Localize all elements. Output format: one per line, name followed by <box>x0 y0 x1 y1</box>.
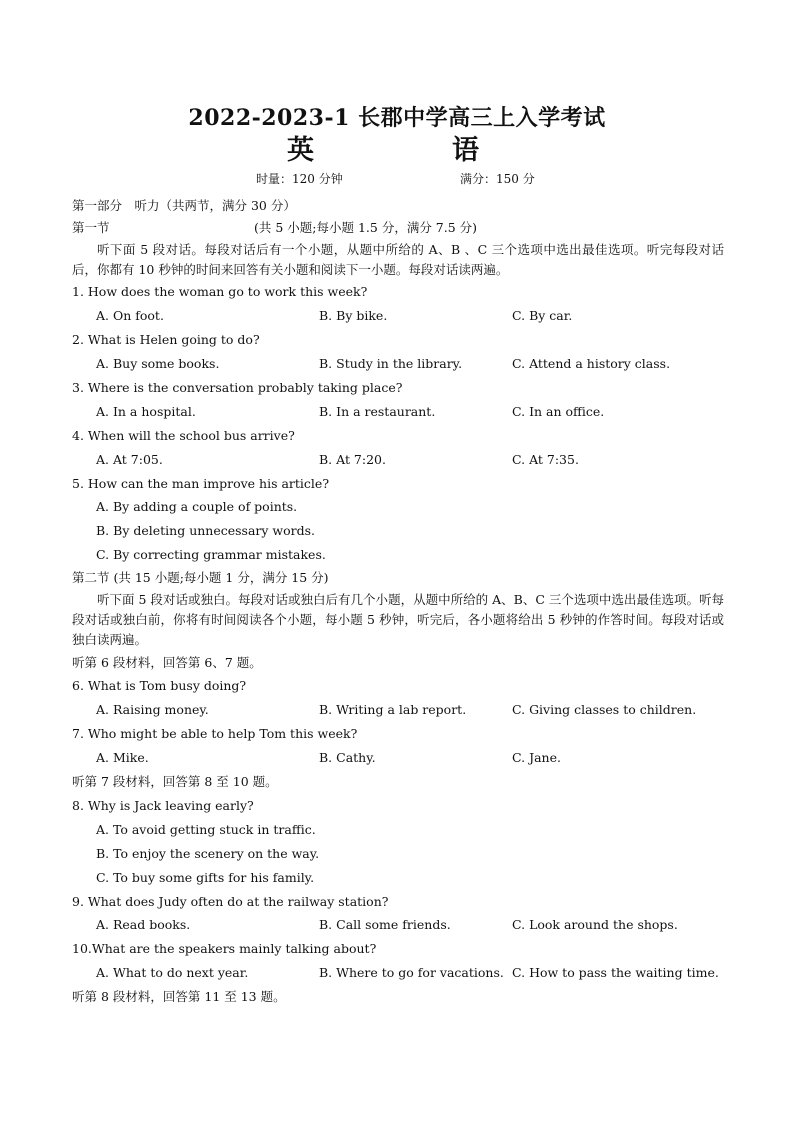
option-b: B. By bike. <box>319 308 388 323</box>
part1-heading: 第一部分 听力（共两节，满分 30 分） <box>72 198 296 213</box>
material-note-7: 听第 7 段材料，回答第 8 至 10 题。 <box>72 774 278 789</box>
option-c: C. How to pass the waiting time. <box>512 965 719 980</box>
section2-heading: 第二节 (共 15 小题;每小题 1 分，满分 15 分) <box>72 570 329 585</box>
option-a: A. At 7:05. <box>96 452 163 467</box>
option-a: A. Mike. <box>96 750 149 765</box>
option-c: C. Attend a history class. <box>512 356 671 371</box>
option-b: B. In a restaurant. <box>319 404 436 419</box>
question-stem: 5. How can the man improve his article? <box>72 476 330 491</box>
question-stem: 8. Why is Jack leaving early? <box>72 798 254 813</box>
subject-title: 英 语 <box>287 135 507 166</box>
option-c: C. By correcting grammar mistakes. <box>96 547 326 562</box>
section1-note: (共 5 小题;每小题 1.5 分，满分 7.5 分) <box>254 220 478 235</box>
option-a: A. Read books. <box>96 917 191 932</box>
section1-label: 第一节 <box>72 220 110 235</box>
option-b: B. Cathy. <box>319 750 376 765</box>
option-c: C. Giving classes to children. <box>512 702 697 717</box>
question-stem: 1. How does the woman go to work this week? <box>72 284 368 299</box>
question-stem: 7. Who might be able to help Tom this week? <box>72 726 358 741</box>
option-c: C. In an office. <box>512 404 605 419</box>
option-a: A. Buy some books. <box>96 356 220 371</box>
option-c: C. At 7:35. <box>512 452 579 467</box>
option-b: B. To enjoy the scenery on the way. <box>96 846 320 861</box>
option-b: B. Call some friends. <box>319 917 451 932</box>
option-c: C. Look around the shops. <box>512 917 678 932</box>
exam-time: 时量：120 分钟 <box>256 172 343 186</box>
option-c: C. To buy some gifts for his family. <box>96 870 315 885</box>
option-a: A. By adding a couple of points. <box>96 499 298 514</box>
option-b: B. At 7:20. <box>319 452 386 467</box>
exam-title: 2022-2023-1 长郡中学高三上入学考试 <box>188 105 606 131</box>
option-a: A. What to do next year. <box>96 965 249 980</box>
material-note-6: 听第 6 段材料，回答第 6、7 题。 <box>72 655 262 670</box>
question-stem: 4. When will the school bus arrive? <box>72 428 295 443</box>
option-b: B. Where to go for vacations. <box>319 965 504 980</box>
material-note-8: 听第 8 段材料，回答第 11 至 13 题。 <box>72 989 286 1004</box>
section1-instructions: 听下面 5 段对话。每段对话后有一个小题，从题中所给的 A、B 、C 三个选项中选出最佳选项。听完每段对话后，你都有 10 秒钟的时间来回答有关小题和阅读下一小题。每段对话读两遍。 <box>72 242 724 277</box>
question-stem: 2. What is Helen going to do? <box>72 332 260 347</box>
option-b: B. By deleting unnecessary words. <box>96 523 316 538</box>
question-stem: 3. Where is the conversation probably taking place? <box>72 380 403 395</box>
section2-instructions: 听下面 5 段对话或独白。每段对话或独白后有几个小题，从题中所给的 A、B、C 三个选项中选出最佳选项。听每段对话或独白前，你将有时间阅读各个小题，每小题 5 秒钟，听完后，各小题将给出 5 秒钟的作答时间。每段对话或独白读两遍。 <box>72 592 724 647</box>
option-a: A. In a hospital. <box>96 404 196 419</box>
option-b: B. Study in the library. <box>319 356 463 371</box>
option-c: C. Jane. <box>512 750 561 765</box>
option-c: C. By car. <box>512 308 573 323</box>
option-a: A. On foot. <box>96 308 164 323</box>
option-a: A. To avoid getting stuck in traffic. <box>96 822 316 837</box>
question-stem: 9. What does Judy often do at the railway station? <box>72 894 389 909</box>
question-stem: 10.What are the speakers mainly talking about? <box>72 941 377 956</box>
option-a: A. Raising money. <box>96 702 209 717</box>
exam-score: 满分：150 分 <box>460 172 535 186</box>
option-b: B. Writing a lab report. <box>319 702 467 717</box>
question-stem: 6. What is Tom busy doing? <box>72 678 247 693</box>
